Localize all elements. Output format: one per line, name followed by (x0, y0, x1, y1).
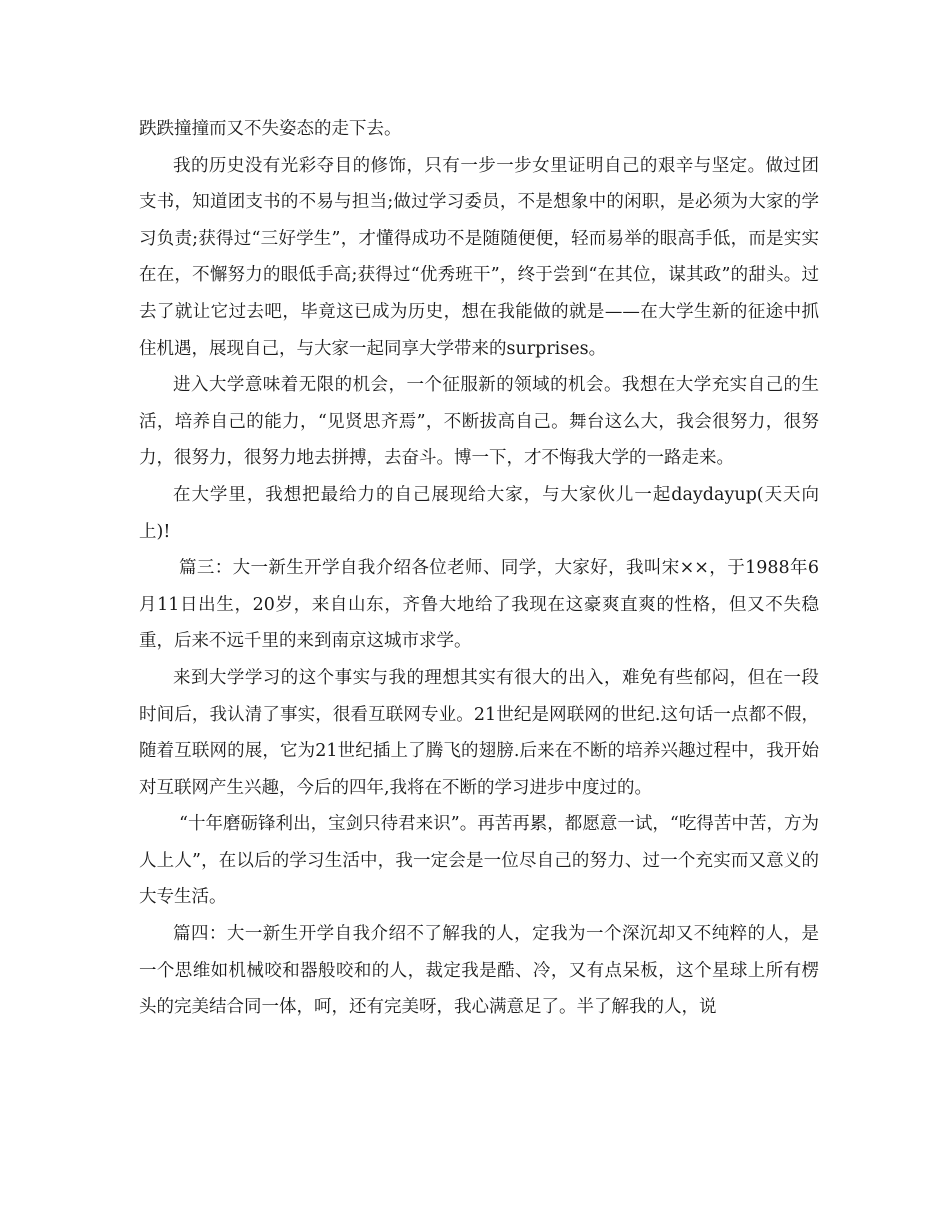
paragraph-continuation: 跌跌撞撞而又不失姿态的走下去。 (139, 119, 402, 139)
paragraph-history: 我的历史没有光彩夺目的修饰，只有一步一步女里证明自己的艰辛与坚定。做过团支书，知道团支书的不易与担当;做过学习委员，不是想象中的闲职，是必须为大家的学习负责;获得过“三好学生”，才懂得成功不是随随便便，轻而易举的眼高手低，而是实实在在，不懈努力的眼低手高;获得过“优秀班干”，终于尝到“在其位，谋其政”的甜头。过去了就让它过去吧，毕竟这已成为历史，想在我能做的就是——在大学生新的征途中抓住机遇，展现自己，与大家一起同享大学带来的surprises。 (139, 155, 819, 359)
paragraph-section-four: 篇四：大一新生开学自我介绍不了解我的人，定我为一个深沉却又不纯粹的人，是一个思维如机械咬和器般咬和的人，裁定我是酷、冷，又有点呆板，这个星球上所有楞头的完美结合同一体，呵，还有完美呀，我心满意足了。半了解我的人，说 (139, 924, 819, 1018)
paragraph-ten-years: “十年磨砺锋利出，宝剑只待君来识”。再苦再累，都愿意一试，“吃得苦中苦，方为人上人”，在以后的学习生活中，我一定会是一位尽自己的努力、过一个充实而又意义的大专生活。 (139, 814, 819, 908)
paragraph-internet-major: 来到大学学习的这个事实与我的理想其实有很大的出入，难免有些郁闷，但在一段时间后，我认清了事实，很看互联网专业。21世纪是网联网的世纪.这句话一点都不假，随着互联网的展，它为21世纪插上了腾飞的翅膀.后来在不断的培养兴趣过程中，我开始对互联网产生兴趣，今后的四年,我将在不断的学习进步中度过的。 (139, 667, 819, 798)
paragraph-daydayup: 在大学里，我想把最给力的自己展现给大家，与大家伙儿一起daydayup(天天向上)! (139, 484, 819, 542)
paragraph-university-opportunity: 进入大学意味着无限的机会，一个征服新的领域的机会。我想在大学充实自己的生活，培养自己的能力，“见贤思齐焉”，不断拔高自己。舞台这么大，我会很努力，很努力，很努力，很努力地去拼搏，去奋斗。博一下，才不悔我大学的一路走来。 (139, 375, 819, 469)
document-body (139, 111, 819, 1026)
paragraph-section-three: 篇三：大一新生开学自我介绍各位老师、同学，大家好，我叫宋××，于1988年6月11日出生，20岁，来自山东，齐鲁大地给了我现在这豪爽直爽的性格，但又不失稳重，后来不远千里的来到南京这城市求学。 (139, 558, 819, 652)
